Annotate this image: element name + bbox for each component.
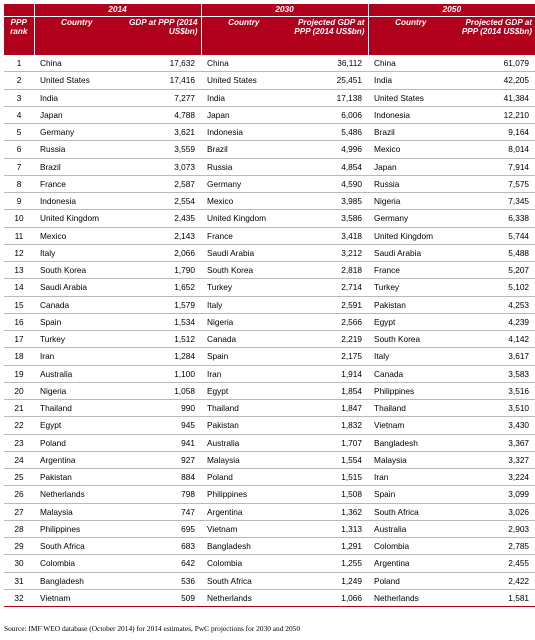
- gdp-2014-cell: 7,277: [119, 89, 201, 106]
- gdp-2030-cell: 4,854: [286, 158, 368, 175]
- gdp-2014-cell: 642: [119, 555, 201, 572]
- gdp-2030-cell: 5,486: [286, 124, 368, 141]
- table-body: [4, 55, 535, 607]
- gdp-2050-cell: 3,617: [453, 348, 535, 365]
- table-row: [4, 572, 535, 589]
- country-2050-cell: Colombia: [368, 538, 453, 555]
- column-header-row: [4, 17, 535, 56]
- gdp-2050-cell: 42,205: [453, 72, 535, 89]
- gdp-2014-cell: 4,788: [119, 106, 201, 123]
- gdp-2050-cell: 5,744: [453, 227, 535, 244]
- country-2050-cell: Canada: [368, 365, 453, 382]
- rank-cell: 20: [4, 382, 34, 399]
- table-row: [4, 193, 535, 210]
- table-row: [4, 469, 535, 486]
- gdp-2014-cell: 1,512: [119, 331, 201, 348]
- gdp-ranking-table: [4, 4, 535, 607]
- country-2014-cell: Japan: [34, 106, 119, 123]
- rank-cell: 28: [4, 520, 34, 537]
- gdp-2014-header: GDP at PPP (2014 US$bn): [119, 17, 201, 56]
- gdp-2050-cell: 3,224: [453, 469, 535, 486]
- table-row: [4, 313, 535, 330]
- country-2014-cell: Saudi Arabia: [34, 279, 119, 296]
- country-2030-cell: Bangladesh: [201, 538, 286, 555]
- rank-cell: 5: [4, 124, 34, 141]
- gdp-2014-cell: 1,058: [119, 382, 201, 399]
- country-2014-cell: France: [34, 175, 119, 192]
- gdp-2014-cell: 2,587: [119, 175, 201, 192]
- country-2014-cell: Thailand: [34, 400, 119, 417]
- country-2050-cell: Saudi Arabia: [368, 244, 453, 261]
- table-row: [4, 555, 535, 572]
- rank-cell: 17: [4, 331, 34, 348]
- country-2014-cell: Vietnam: [34, 589, 119, 606]
- country-2030-cell: Turkey: [201, 279, 286, 296]
- gdp-2030-cell: 2,714: [286, 279, 368, 296]
- gdp-2030-cell: 6,006: [286, 106, 368, 123]
- gdp-2050-cell: 9,164: [453, 124, 535, 141]
- country-2030-cell: Russia: [201, 158, 286, 175]
- country-2030-cell: Italy: [201, 296, 286, 313]
- country-2014-cell: Poland: [34, 434, 119, 451]
- gdp-2014-cell: 927: [119, 451, 201, 468]
- country-2030-cell: United States: [201, 72, 286, 89]
- table-row: [4, 158, 535, 175]
- table-row: [4, 538, 535, 555]
- country-2050-cell: Malaysia: [368, 451, 453, 468]
- country-2014-cell: Indonesia: [34, 193, 119, 210]
- gdp-2014-cell: 884: [119, 469, 201, 486]
- gdp-2050-cell: 3,026: [453, 503, 535, 520]
- country-2014-cell: Turkey: [34, 331, 119, 348]
- table-row: [4, 417, 535, 434]
- table-row: [4, 589, 535, 606]
- country-2014-cell: Colombia: [34, 555, 119, 572]
- gdp-2030-cell: 1,515: [286, 469, 368, 486]
- table-row: [4, 434, 535, 451]
- rank-cell: 21: [4, 400, 34, 417]
- gdp-2050-cell: 7,914: [453, 158, 535, 175]
- country-2014-cell: India: [34, 89, 119, 106]
- table-row: [4, 279, 535, 296]
- country-2050-cell: Argentina: [368, 555, 453, 572]
- gdp-2050-cell: 7,575: [453, 175, 535, 192]
- gdp-2050-cell: 12,210: [453, 106, 535, 123]
- rank-cell: 32: [4, 589, 34, 606]
- country-2030-cell: Japan: [201, 106, 286, 123]
- country-2050-cell: Thailand: [368, 400, 453, 417]
- gdp-2014-cell: 2,066: [119, 244, 201, 261]
- source-note: Source: IMF WEO database (October 2014) for 2014 estimates, PwC projections for 2030 and 2050: [4, 624, 301, 633]
- table-row: [4, 89, 535, 106]
- gdp-2014-cell: 798: [119, 486, 201, 503]
- country-2030-cell: Egypt: [201, 382, 286, 399]
- gdp-2014-cell: 3,559: [119, 141, 201, 158]
- rank-cell: 14: [4, 279, 34, 296]
- country-2050-cell: Iran: [368, 469, 453, 486]
- rank-cell: 25: [4, 469, 34, 486]
- ppp-rank-header: PPP rank: [4, 17, 34, 56]
- country-2030-cell: Saudi Arabia: [201, 244, 286, 261]
- country-2014-cell: Australia: [34, 365, 119, 382]
- table-row: [4, 451, 535, 468]
- rank-cell: 26: [4, 486, 34, 503]
- gdp-2030-cell: 2,566: [286, 313, 368, 330]
- country-2014-cell: Germany: [34, 124, 119, 141]
- gdp-2014-cell: 1,100: [119, 365, 201, 382]
- gdp-2014-cell: 1,284: [119, 348, 201, 365]
- rank-cell: 18: [4, 348, 34, 365]
- country-2030-cell: Iran: [201, 365, 286, 382]
- country-2050-cell: Egypt: [368, 313, 453, 330]
- gdp-2050-cell: 6,338: [453, 210, 535, 227]
- gdp-2014-cell: 2,435: [119, 210, 201, 227]
- country-2014-cell: Egypt: [34, 417, 119, 434]
- year-2050-header: 2050: [368, 4, 535, 17]
- gdp-2030-cell: 3,212: [286, 244, 368, 261]
- country-2050-cell: United Kingdom: [368, 227, 453, 244]
- country-2014-cell: Spain: [34, 313, 119, 330]
- country-2030-cell: Indonesia: [201, 124, 286, 141]
- country-2014-cell: South Africa: [34, 538, 119, 555]
- country-2014-cell: Nigeria: [34, 382, 119, 399]
- country-2030-cell: United Kingdom: [201, 210, 286, 227]
- gdp-2030-cell: 1,508: [286, 486, 368, 503]
- country-2050-cell: Italy: [368, 348, 453, 365]
- country-2050-cell: Bangladesh: [368, 434, 453, 451]
- gdp-2030-cell: 1,291: [286, 538, 368, 555]
- gdp-2014-cell: 747: [119, 503, 201, 520]
- rank-cell: 2: [4, 72, 34, 89]
- gdp-2030-cell: 2,219: [286, 331, 368, 348]
- country-2050-header: Country: [368, 17, 453, 56]
- gdp-2030-cell: 4,590: [286, 175, 368, 192]
- country-2050-cell: France: [368, 262, 453, 279]
- country-2014-cell: Pakistan: [34, 469, 119, 486]
- country-2050-cell: South Korea: [368, 331, 453, 348]
- gdp-2014-cell: 3,621: [119, 124, 201, 141]
- country-2014-cell: Russia: [34, 141, 119, 158]
- gdp-2030-cell: 3,985: [286, 193, 368, 210]
- table-row: [4, 296, 535, 313]
- country-2030-cell: India: [201, 89, 286, 106]
- gdp-2014-cell: 1,790: [119, 262, 201, 279]
- rank-cell: 9: [4, 193, 34, 210]
- gdp-2014-cell: 945: [119, 417, 201, 434]
- gdp-2050-cell: 1,581: [453, 589, 535, 606]
- year-2014-header: 2014: [34, 4, 201, 17]
- country-2050-cell: Spain: [368, 486, 453, 503]
- gdp-2014-cell: 2,554: [119, 193, 201, 210]
- gdp-2050-cell: 3,510: [453, 400, 535, 417]
- gdp-2030-cell: 3,418: [286, 227, 368, 244]
- gdp-2030-cell: 2,591: [286, 296, 368, 313]
- country-2030-cell: Germany: [201, 175, 286, 192]
- gdp-2050-cell: 2,903: [453, 520, 535, 537]
- gdp-2030-cell: 2,818: [286, 262, 368, 279]
- country-2050-cell: China: [374, 58, 396, 69]
- gdp-2030-cell: 36,112: [337, 58, 363, 69]
- country-2030-cell: Argentina: [201, 503, 286, 520]
- country-2014-cell: Brazil: [34, 158, 119, 175]
- rank-cell: 12: [4, 244, 34, 261]
- country-2050-cell: Vietnam: [368, 417, 453, 434]
- gdp-2014-cell: 695: [119, 520, 201, 537]
- country-2030-cell: China: [207, 58, 229, 69]
- gdp-2030-cell: 25,451: [286, 72, 368, 89]
- gdp-2050-cell: 3,516: [453, 382, 535, 399]
- table-row: [4, 141, 535, 158]
- country-2050-cell: Germany: [368, 210, 453, 227]
- country-2050-cell: Turkey: [368, 279, 453, 296]
- country-2030-cell: South Africa: [201, 572, 286, 589]
- country-2050-cell: Poland: [368, 572, 453, 589]
- country-2030-cell: Malaysia: [201, 451, 286, 468]
- country-2030-cell: Colombia: [201, 555, 286, 572]
- gdp-2050-cell: 5,207: [453, 262, 535, 279]
- country-2030-cell: Spain: [201, 348, 286, 365]
- gdp-2030-cell: 4,996: [286, 141, 368, 158]
- gdp-2014-cell: 17,632: [169, 58, 196, 69]
- country-2014-cell: Mexico: [34, 227, 119, 244]
- gdp-2050-cell: 7,345: [453, 193, 535, 210]
- gdp-2014-cell: 3,073: [119, 158, 201, 175]
- gdp-2030-cell: 1,707: [286, 434, 368, 451]
- gdp-2030-header: Projected GDP at PPP (2014 US$bn): [286, 17, 368, 56]
- rank-header-spacer: [4, 4, 34, 17]
- table-row: [4, 520, 535, 537]
- gdp-2030-cell: 1,847: [286, 400, 368, 417]
- country-2030-cell: Poland: [201, 469, 286, 486]
- rank-cell: 1: [16, 58, 22, 69]
- gdp-2014-cell: 17,416: [119, 72, 201, 89]
- gdp-2030-cell: 1,255: [286, 555, 368, 572]
- country-2014-cell: Canada: [34, 296, 119, 313]
- country-2030-cell: Australia: [201, 434, 286, 451]
- country-2014-cell: Argentina: [34, 451, 119, 468]
- rank-cell: 4: [4, 106, 34, 123]
- country-2050-cell: Netherlands: [368, 589, 453, 606]
- rank-cell: 13: [4, 262, 34, 279]
- rank-cell: 7: [4, 158, 34, 175]
- gdp-2030-cell: 1,832: [286, 417, 368, 434]
- country-2030-cell: Nigeria: [201, 313, 286, 330]
- gdp-2050-cell: 3,430: [453, 417, 535, 434]
- country-2030-header: Country: [201, 17, 286, 56]
- country-2030-cell: Vietnam: [201, 520, 286, 537]
- gdp-2030-cell: 1,554: [286, 451, 368, 468]
- gdp-2050-cell: 3,367: [453, 434, 535, 451]
- country-2050-cell: Mexico: [368, 141, 453, 158]
- rank-cell: 11: [4, 227, 34, 244]
- country-2050-cell: Philippines: [368, 382, 453, 399]
- gdp-2050-cell: 41,384: [453, 89, 535, 106]
- gdp-2050-cell: 3,583: [453, 365, 535, 382]
- rank-cell: 8: [4, 175, 34, 192]
- table-row: [4, 365, 535, 382]
- gdp-2014-cell: 941: [119, 434, 201, 451]
- table-row: [4, 382, 535, 399]
- country-2030-cell: Canada: [201, 331, 286, 348]
- gdp-2050-cell: 8,014: [453, 141, 535, 158]
- rank-cell: 6: [4, 141, 34, 158]
- gdp-2014-cell: 1,579: [119, 296, 201, 313]
- country-2014-cell: United Kingdom: [34, 210, 119, 227]
- rank-cell: 29: [4, 538, 34, 555]
- country-2014-cell: Iran: [34, 348, 119, 365]
- rank-cell: 3: [4, 89, 34, 106]
- table-row: [4, 486, 535, 503]
- gdp-2050-cell: 3,327: [453, 451, 535, 468]
- rank-cell: 16: [4, 313, 34, 330]
- gdp-2050-header: Projected GDP at PPP (2014 US$bn): [453, 17, 535, 56]
- country-2014-cell: Malaysia: [34, 503, 119, 520]
- country-2050-cell: Nigeria: [368, 193, 453, 210]
- country-2050-cell: Brazil: [368, 124, 453, 141]
- country-2050-cell: India: [368, 72, 453, 89]
- rank-cell: 19: [4, 365, 34, 382]
- gdp-2050-cell: 4,239: [453, 313, 535, 330]
- country-2030-cell: South Korea: [201, 262, 286, 279]
- table-row: [4, 175, 535, 192]
- gdp-2050-cell: 2,422: [453, 572, 535, 589]
- gdp-2030-cell: 1,313: [286, 520, 368, 537]
- gdp-2050-cell: 4,253: [453, 296, 535, 313]
- country-2014-cell: Netherlands: [34, 486, 119, 503]
- year-header-row: [4, 4, 535, 17]
- country-2030-cell: Thailand: [201, 400, 286, 417]
- rank-cell: 31: [4, 572, 34, 589]
- year-2030-header: 2030: [201, 4, 368, 17]
- gdp-2030-cell: 1,914: [286, 365, 368, 382]
- country-2030-cell: France: [201, 227, 286, 244]
- gdp-2014-cell: 1,534: [119, 313, 201, 330]
- gdp-2030-cell: 1,066: [286, 589, 368, 606]
- country-2050-cell: Pakistan: [368, 296, 453, 313]
- gdp-ranking-table-container: [4, 4, 533, 607]
- gdp-2050-cell: 61,079: [503, 58, 530, 69]
- gdp-2014-cell: 509: [119, 589, 201, 606]
- gdp-2030-cell: 17,138: [286, 89, 368, 106]
- country-2050-cell: Indonesia: [368, 106, 453, 123]
- country-2030-cell: Netherlands: [201, 589, 286, 606]
- gdp-2014-cell: 2,143: [119, 227, 201, 244]
- gdp-2030-cell: 3,586: [286, 210, 368, 227]
- country-2014-cell: China: [40, 58, 62, 69]
- rank-cell: 10: [4, 210, 34, 227]
- table-row: [4, 72, 535, 89]
- gdp-2050-cell: 2,455: [453, 555, 535, 572]
- gdp-2030-cell: 1,362: [286, 503, 368, 520]
- gdp-2014-cell: 1,652: [119, 279, 201, 296]
- gdp-2030-cell: 1,854: [286, 382, 368, 399]
- table-header: [4, 4, 535, 55]
- table-row: [4, 503, 535, 520]
- country-2030-cell: Brazil: [201, 141, 286, 158]
- rank-cell: 15: [4, 296, 34, 313]
- country-2014-cell: United States: [34, 72, 119, 89]
- gdp-2050-cell: 2,785: [453, 538, 535, 555]
- gdp-2050-cell: 3,099: [453, 486, 535, 503]
- gdp-2050-cell: 4,142: [453, 331, 535, 348]
- gdp-2050-cell: 5,488: [453, 244, 535, 261]
- country-2014-header: Country: [34, 17, 119, 56]
- rank-cell: 30: [4, 555, 34, 572]
- country-2014-cell: Philippines: [34, 520, 119, 537]
- table-row: [4, 262, 535, 279]
- table-row: [4, 227, 535, 244]
- country-2030-cell: Philippines: [201, 486, 286, 503]
- table-row: [4, 400, 535, 417]
- table-row: [4, 244, 535, 261]
- country-2050-cell: South Africa: [368, 503, 453, 520]
- rank-cell: 27: [4, 503, 34, 520]
- gdp-2030-cell: 2,175: [286, 348, 368, 365]
- country-2014-cell: Italy: [34, 244, 119, 261]
- country-2030-cell: Mexico: [201, 193, 286, 210]
- gdp-2014-cell: 683: [119, 538, 201, 555]
- country-2030-cell: Pakistan: [201, 417, 286, 434]
- table-row: [4, 331, 535, 348]
- table-row: [4, 106, 535, 123]
- table-row: [4, 210, 535, 227]
- gdp-2050-cell: 5,102: [453, 279, 535, 296]
- rank-cell: 22: [4, 417, 34, 434]
- country-2050-cell: Australia: [368, 520, 453, 537]
- country-2050-cell: Russia: [368, 175, 453, 192]
- table-row: [4, 55, 535, 72]
- gdp-2014-cell: 536: [119, 572, 201, 589]
- country-2050-cell: United States: [368, 89, 453, 106]
- table-row: [4, 124, 535, 141]
- country-2014-cell: Bangladesh: [34, 572, 119, 589]
- gdp-2030-cell: 1,249: [286, 572, 368, 589]
- table-row: [4, 348, 535, 365]
- rank-cell: 24: [4, 451, 34, 468]
- rank-cell: 23: [4, 434, 34, 451]
- country-2014-cell: South Korea: [34, 262, 119, 279]
- country-2050-cell: Japan: [368, 158, 453, 175]
- gdp-2014-cell: 990: [119, 400, 201, 417]
